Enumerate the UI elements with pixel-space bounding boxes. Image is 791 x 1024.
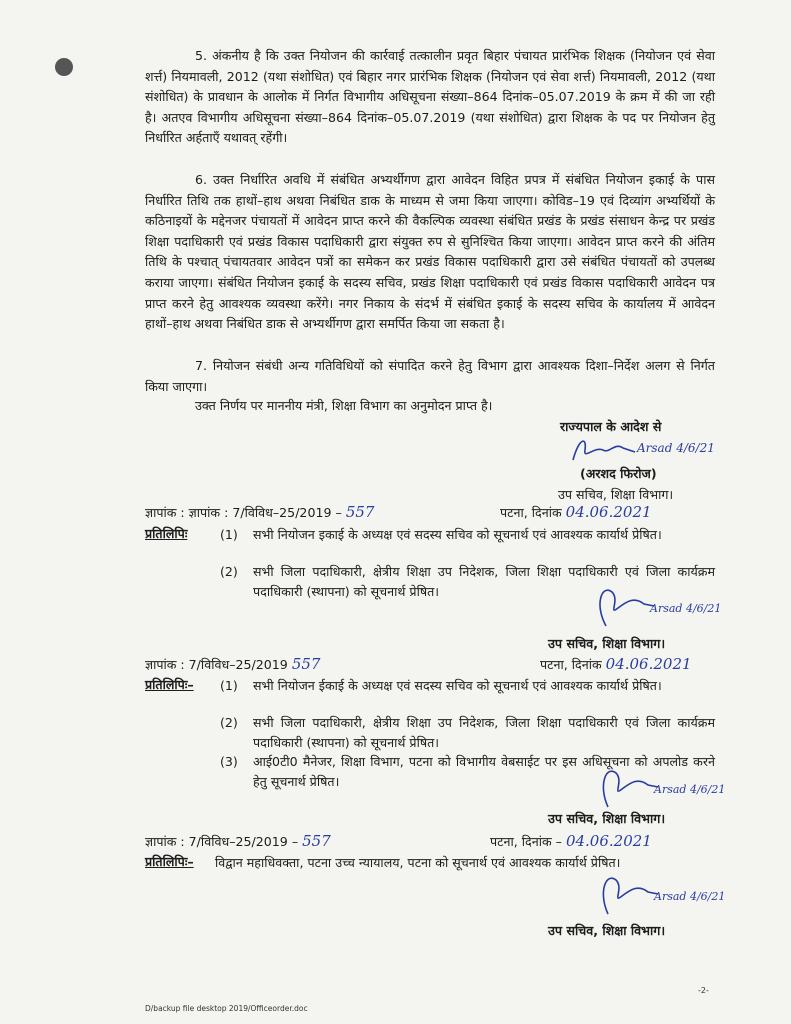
block2-item-2-num: (2): [220, 715, 238, 730]
signature-1-initials: Arsad 4/6/21: [637, 441, 715, 455]
block2-date-value: 04.06.2021: [605, 655, 692, 673]
block2-date: [540, 655, 692, 673]
signature-2-initials: Arsad 4/6/21: [650, 602, 722, 615]
signature-2: [588, 582, 722, 630]
signature-4: [592, 870, 726, 918]
block3-place-label: पटना, दिनांक –: [490, 834, 562, 849]
block2-item-1-text: सभी नियोजन ईकाई के अध्यक्ष एवं सदस्य सचिव को सूचनार्थ एवं आवश्यक कार्यार्थ प्रेषित।: [253, 678, 662, 693]
block2-item-1: [220, 676, 715, 696]
signature-3: [592, 763, 726, 811]
signature-3-initials: Arsad 4/6/21: [654, 783, 726, 796]
block3-date: [490, 832, 652, 850]
punch-hole: [55, 58, 73, 76]
block1-date-value: 04.06.2021: [565, 503, 652, 521]
page-number: -2-: [698, 986, 709, 995]
block2-item-3-num: (3): [220, 754, 238, 769]
block2-item-1-num: (1): [220, 678, 238, 693]
paragraph-5: [145, 46, 715, 149]
signature-4-initials: Arsad 4/6/21: [654, 890, 726, 903]
block1-place-label: पटना, दिनांक: [500, 505, 562, 520]
block3-date-value: 04.06.2021: [565, 832, 652, 850]
block2-item-2: [220, 713, 715, 753]
paragraph-6: [145, 170, 715, 335]
signatory-name: (अरशद फिरोज): [580, 466, 657, 481]
block2-place-label: पटना, दिनांक: [540, 657, 602, 672]
block1-item-2-num: (2): [220, 564, 238, 579]
block1-copy-label: प्रतिलिपिः: [145, 526, 188, 541]
block3-ref: [145, 832, 331, 850]
by-order-line: राज्यपाल के आदेश से: [560, 419, 662, 434]
block1-item-1-num: (1): [220, 527, 238, 542]
block3-sign-title: उप सचिव, शिक्षा विभाग।: [548, 923, 666, 938]
block2-copy-label: प्रतिलिपिः–: [145, 677, 194, 692]
paragraph-7-text: 7. नियोजन संबंधी अन्य गतिविधियों को संपादित करने हेतु विभाग द्वारा आवश्यक दिशा–निर्देश अलग से निर्गत किया जाएगा।: [145, 358, 715, 394]
approval-line: उक्त निर्णय पर माननीय मंत्री, शिक्षा विभाग का अनुमोदन प्राप्त है।: [195, 398, 493, 413]
block2-sign-title: उप सचिव, शिक्षा विभाग।: [548, 811, 666, 826]
block3-copy-label: प्रतिलिपिः–: [145, 854, 194, 869]
block3-ref-label: ज्ञापांक : 7/विविध–25/2019 –: [145, 834, 299, 849]
signatory-title: उप सचिव, शिक्षा विभाग।: [558, 487, 674, 502]
paragraph-6-text: 6. उक्त निर्धारित अवधि में संबंधित अभ्यर्थीगण द्वारा आवेदन विहित प्रपत्र में संबंधित नियोजन इकाई के पास निर्धारित तिथि तक हाथों–हाथ अथवा निबंधित डाक के माध्यम से जमा किया जाएगा। कोविड–19 एवं दिव्यांग अभ्यर्थियों के कठिनाइयों के मद्देनजर पंचायतों में आवेदन प्राप्त करने की वैकल्पिक व्यवस्था संबंधित प्रखंड के प्रखंड संसाधन केन्द्र पर प्रखंड शिक्षा पदाधिकारी एवं प्रखंड विकास पदाधिकारी द्वारा संयुक्त रुप से सुनिश्चित किया जाएगा। आवेदन प्राप्त करने की अंतिम तिथि के पश्चात् पंचायतवार आवेदन पत्रों का समेकन कर प्रखंड विकास पदाधिकारी द्वारा उसे संबंधित पंचायतों को उपलब्ध कराया जाएगा। संबंधित नियोजन इकाई के सदस्य सचिव, प्रखंड शिक्षा पदाधिकारी एवं प्रखंड विकास पदाधिकारी आवेदन पत्र प्राप्त करने हेतु आवश्यक व्यवस्था करेंगे। नगर निकाय के संदर्भ में संबंधित इकाई के सदस्य सचिव के कार्यालय में आवेदन हाथों–हाथ अथवा निबंधित डाक से अभ्यर्थीगण द्वारा समर्पित किया जा सकता है।: [145, 172, 715, 332]
block1-item-1: [220, 525, 715, 545]
block2-ref: [145, 655, 320, 673]
block1-item-2-text: सभी जिला पदाधिकारी, क्षेत्रीय शिक्षा उप निदेशक, जिला शिक्षा पदाधिकारी एवं जिला कार्यक्रम पदाधिकारी (स्थापना) को सूचनार्थ प्रेषित।: [253, 564, 715, 599]
block2-ref-number: 557: [291, 655, 321, 673]
block1-item-1-text: सभी नियोजन इकाई के अध्यक्ष एवं सदस्य सचिव को सूचनार्थ एवं आवश्यक कार्यार्थ प्रेषित।: [253, 527, 662, 542]
block1-sign-title: उप सचिव, शिक्षा विभाग।: [548, 636, 666, 651]
block3-ref-number: 557: [302, 832, 331, 850]
block2-item-2-text: सभी जिला पदाधिकारी, क्षेत्रीय शिक्षा उप निदेशक, जिला शिक्षा पदाधिकारी एवं जिला कार्यक्रम पदाधिकारी (स्थापना) को सूचनार्थ प्रेषित।: [253, 715, 715, 750]
block1-ref-number: 557: [345, 503, 375, 521]
block1-ref-label: ज्ञापांक : ज्ञापांक : 7/विविध–25/2019 –: [145, 505, 342, 520]
paragraph-7: [145, 356, 715, 397]
paragraph-5-text: 5. अंकनीय है कि उक्त नियोजन की कार्रवाई तत्कालीन प्रवृत बिहार पंचायत प्रारंभिक शिक्षक (नियोजन एवं सेवा शर्त्त) नियमावली, 2012 (यथा संशोधित) एवं बिहार नगर प्रारंभिक शिक्षक (नियोजन एवं सेवा शर्त्त) नियमावली, 2012 (यथा संशोधित) के प्रावधान के आलोक में निर्गत विभागीय अधिसूचना संख्या–864 दिनांक–05.07.2019 के क्रम में की जा रही है। अतएव विभागीय अधिसूचना संख्या–864 दिनांक–05.07.2019 (यथा संशोधित) द्वारा शिक्षक के पद पर नियोजन हेतु निर्धारित अर्हताएँ यथावत् रहेंगी।: [145, 48, 715, 146]
signature-1: [565, 432, 715, 464]
block3-text-content: विद्वान महाधिवक्ता, पटना उच्च न्यायालय, पटना को सूचनार्थ एवं आवश्यक कार्यार्थ प्रेषित।: [215, 855, 621, 870]
file-path: D/backup file desktop 2019/Officeorder.doc: [145, 1004, 308, 1013]
block1-date: [500, 503, 652, 521]
block2-item-3-text: आई0टी0 मैनेजर, शिक्षा विभाग, पटना को विभागीय वेबसाईट पर इस अधिसूचना को अपलोड करने हेतु सूचनार्थ प्रेषित।: [253, 754, 715, 789]
block2-ref-label: ज्ञापांक : 7/विविध–25/2019: [145, 657, 288, 672]
block1-ref: [145, 503, 374, 521]
